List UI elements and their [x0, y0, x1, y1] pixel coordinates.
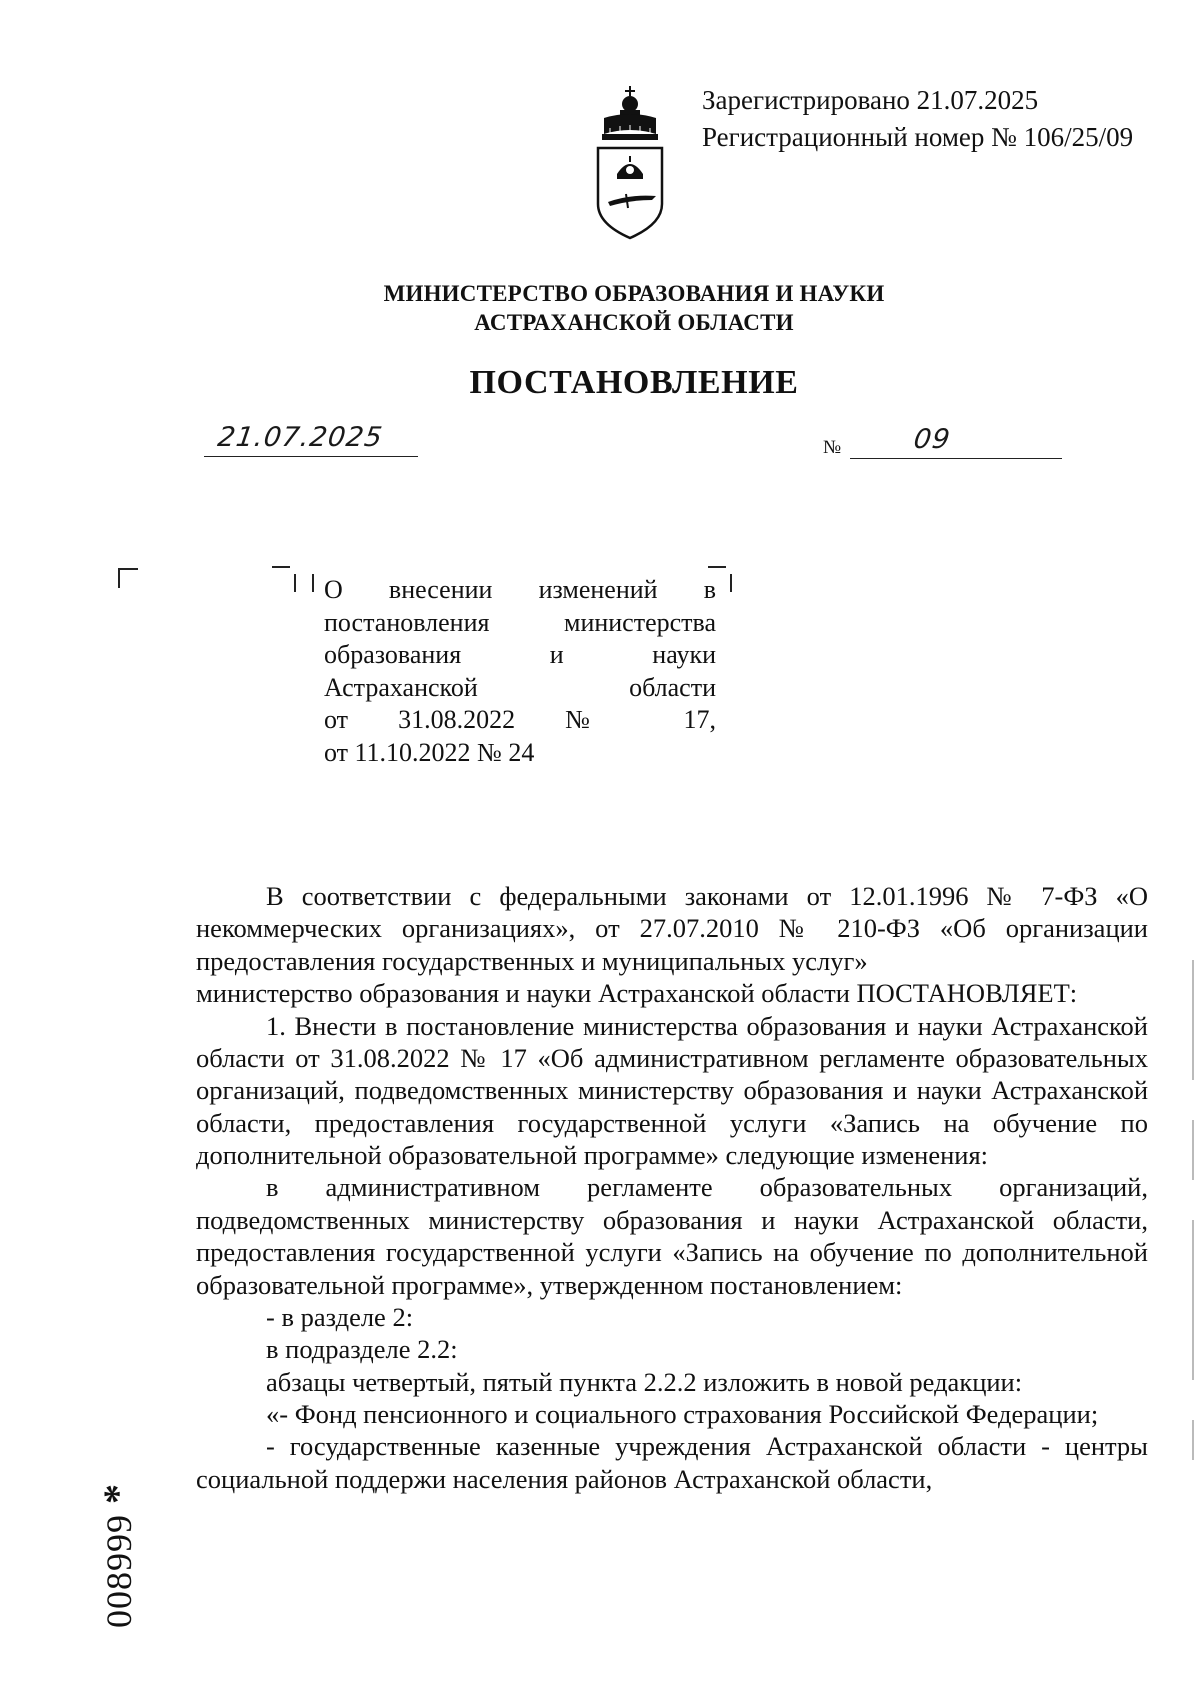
corner-tick	[312, 574, 314, 592]
corner-mark-left	[118, 568, 138, 588]
subject-line: от 11.10.2022 № 24	[324, 737, 535, 767]
corner-mark-inner	[272, 566, 290, 586]
ministry-name-line-1: МИНИСТЕРСТВО ОБРАЗОВАНИЯ И НАУКИ	[383, 281, 885, 306]
serial-star: *	[95, 1483, 140, 1504]
subject-line: образования и науки	[324, 640, 716, 669]
body-paragraph: в административном регламенте образовательных организаций, подведомственных министерству образования и науки Астраханской области, предоставления государственной услуги «Запись на обучение по дополнительной образовательной программе», утвержденном постановлением:	[196, 1172, 1148, 1300]
subject-line: Астраханской области	[324, 672, 716, 702]
document-body	[196, 880, 1148, 1495]
corner-tick	[294, 574, 296, 592]
corner-tick	[730, 574, 732, 592]
body-paragraph: в подразделе 2.2:	[266, 1334, 458, 1365]
astrakhan-coat-of-arms-icon	[590, 84, 670, 244]
corner-mark-right	[708, 566, 726, 570]
body-paragraph: В соответствии с федеральными законами от 12.01.1996 № 7-ФЗ «О некоммерческих организациях», от 27.07.2010 № 210-ФЗ «Об организации предоставления государственных и муниципальных услуг»	[196, 881, 1148, 976]
registration-stamp	[702, 82, 1133, 157]
body-paragraph: - в разделе 2:	[266, 1301, 414, 1332]
document-number-handwritten: 09	[911, 424, 953, 455]
registration-date: Зарегистрировано 21.07.2025	[702, 85, 1039, 115]
ministry-name-line-2: АСТРАХАНСКОЙ ОБЛАСТИ	[474, 309, 794, 335]
scan-edge-mark	[1192, 1420, 1194, 1460]
body-paragraph: абзацы четвертый, пятый пункта 2.2.2 изложить в новой редакции:	[266, 1366, 1023, 1397]
subject-line: от 31.08.2022 № 17,	[324, 705, 716, 734]
number-sign: №	[823, 437, 842, 458]
document-type-title: ПОСТАНОВЛЕНИЕ	[469, 364, 799, 401]
scan-edge-mark	[1192, 960, 1194, 1080]
subject-line: постановления министерства	[324, 607, 716, 637]
body-paragraph: - государственные казенные учреждения Астраханской области - центры социальной поддержи населения районов Астраханской области,	[196, 1431, 1148, 1494]
document-date-field	[204, 422, 418, 457]
body-paragraph: 1. Внести в постановление министерства образования и науки Астраханской области от 31.08.2022 № 17 «Об административном регламенте образовательных организаций, подведомственных министерству образования и науки Астраханской области, предоставления государственной услуги «Запись на обучение по дополнительной образовательной программе» следующие изменения:	[196, 1010, 1148, 1170]
ministry-name	[0, 280, 1200, 338]
document-date-handwritten: 21.07.2025	[215, 422, 385, 453]
registration-number: Регистрационный номер № 106/25/09	[702, 122, 1134, 153]
scan-edge-mark	[1192, 1220, 1194, 1380]
document-subject	[324, 574, 716, 769]
body-paragraph: «- Фонд пенсионного и социального страхования Российской Федерации;	[266, 1399, 1099, 1429]
subject-line: О внесении изменений в	[324, 575, 716, 604]
document-number-field	[850, 424, 1062, 459]
scan-edge-mark	[1192, 1120, 1194, 1180]
serial-number: 008999	[99, 1514, 139, 1628]
body-paragraph: министерство образования и науки Астраханской области ПОСТАНОВЛЯЕТ:	[196, 978, 1078, 1009]
